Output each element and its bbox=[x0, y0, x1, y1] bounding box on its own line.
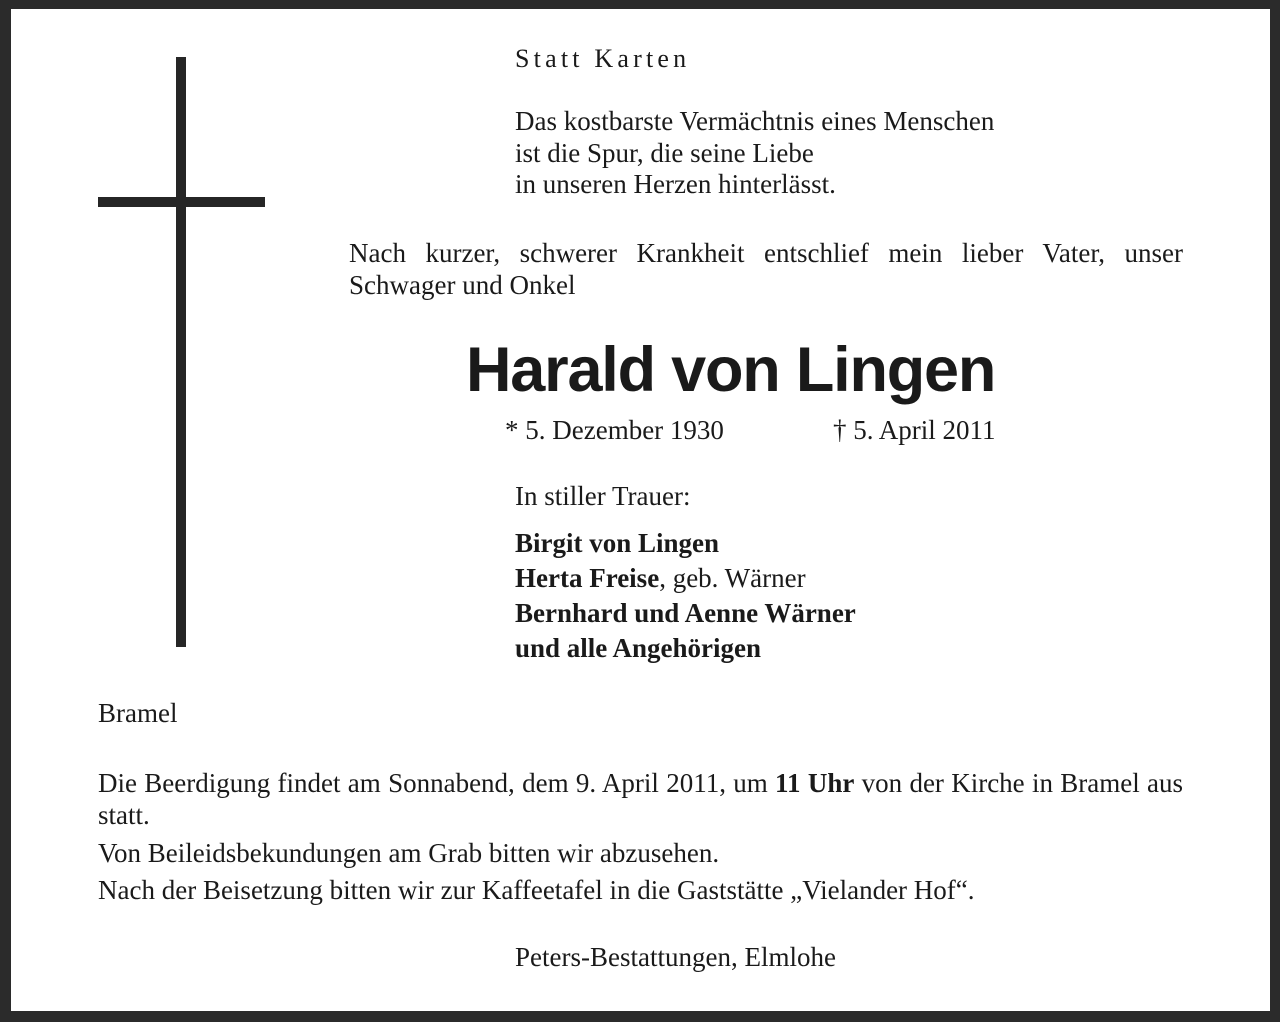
memorial-quote bbox=[515, 106, 994, 201]
mourner-name: Birgit von Lingen bbox=[515, 528, 720, 558]
mourner-item bbox=[515, 596, 856, 631]
mourner-suffix: , geb. Wärner bbox=[659, 563, 806, 593]
notice-header: Statt Karten bbox=[515, 44, 691, 73]
mourner-item bbox=[515, 631, 856, 666]
funeral-text: Die Beerdigung findet am Sonnabend, dem 9. April 2011, um bbox=[98, 768, 776, 798]
mourner-name: Bernhard und Aenne Wärner bbox=[515, 598, 856, 628]
condolence-note: Von Beileidsbekundungen am Grab bitten wir abzusehen. bbox=[98, 838, 720, 868]
mourner-item bbox=[515, 526, 856, 561]
birth-date: * 5. Dezember 1930 bbox=[505, 415, 724, 445]
mourners-list bbox=[515, 526, 856, 666]
quote-line: in unseren Herzen hinterlässt. bbox=[515, 169, 836, 199]
funeral-text: von der Kirche in Bramel aus statt. bbox=[98, 768, 1183, 830]
place-name: Bramel bbox=[98, 698, 178, 728]
death-date: † 5. April 2011 bbox=[833, 415, 996, 445]
cross-icon-crossbar bbox=[98, 197, 265, 207]
cross-icon bbox=[176, 57, 186, 647]
intro-text: Nach kurzer, schwerer Krankheit entschlief mein lieber Vater, unser Schwager und Onkel bbox=[349, 238, 1183, 300]
mourner-name: und alle Angehörigen bbox=[515, 633, 762, 663]
undertaker-name: Peters-Bestattungen, Elmlohe bbox=[515, 942, 836, 972]
funeral-info bbox=[98, 768, 1183, 831]
quote-line: Das kostbarste Vermächtnis eines Menschen bbox=[515, 106, 995, 136]
mourner-item bbox=[515, 561, 856, 596]
quote-line: ist die Spur, die seine Liebe bbox=[515, 137, 814, 168]
mourning-label: In stiller Trauer: bbox=[515, 481, 691, 511]
reception-note: Nach der Beisetzung bitten wir zur Kaffeetafel in die Gaststätte „Vielander Hof“. bbox=[98, 875, 975, 905]
deceased-name: Harald von Lingen bbox=[466, 335, 996, 405]
funeral-time: 11 Uhr bbox=[775, 768, 855, 798]
mourner-name: Herta Freise bbox=[515, 563, 660, 593]
